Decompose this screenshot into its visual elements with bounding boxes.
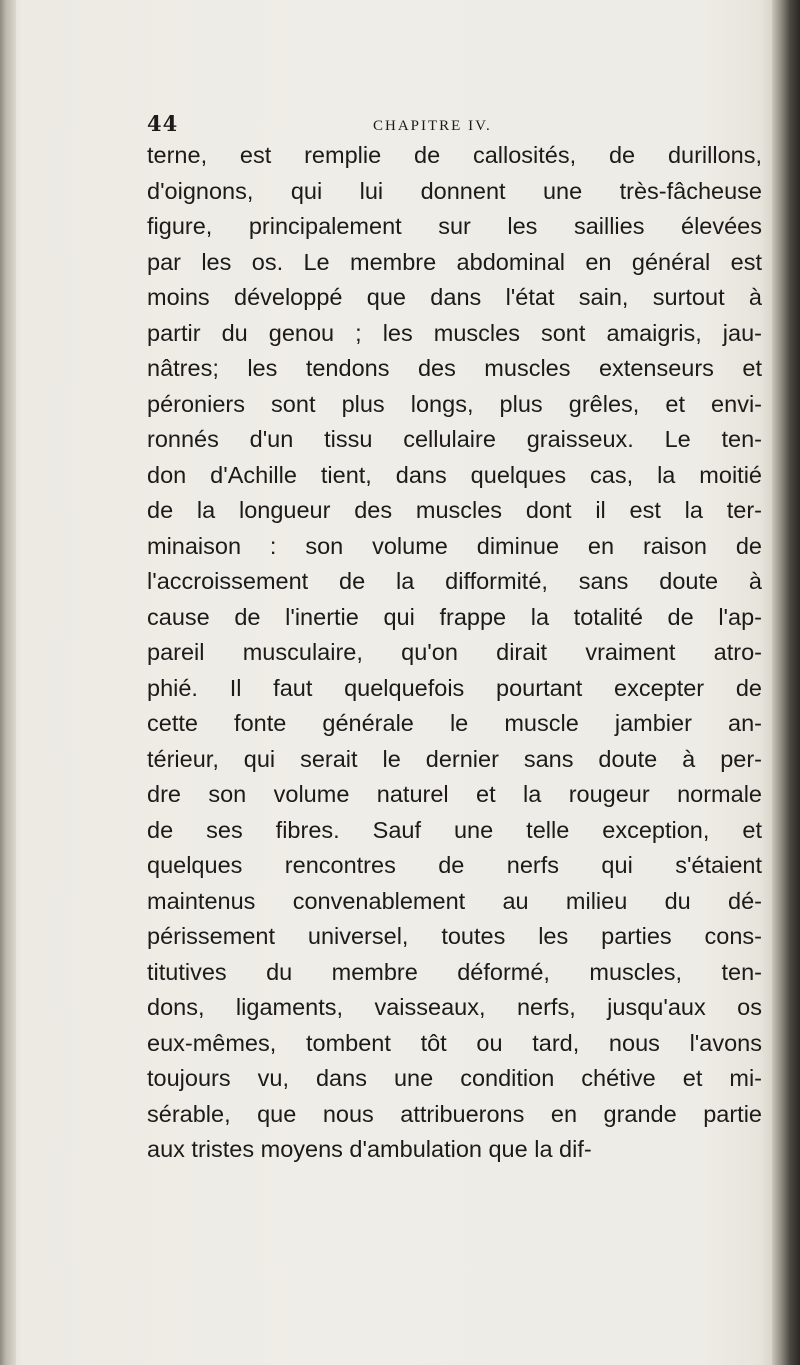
text-line: périssement universel, toutes les parties cons- xyxy=(147,923,762,949)
text-line: toujours vu, dans une condition chétive et mi- xyxy=(147,1065,762,1091)
text-line: minaison : son volume diminue en raison de xyxy=(147,532,762,559)
text-line: d'oignons, qui lui donnent une très-fâcheuse xyxy=(147,177,762,204)
body-text xyxy=(147,138,762,1168)
text-line: titutives du membre déformé, muscles, ten- xyxy=(147,958,762,985)
text-line: nâtres; les tendons des muscles extenseurs et xyxy=(147,355,762,381)
text-line: ronnés d'un tissu cellulaire graisseux. Le ten- xyxy=(147,426,762,452)
text-line: sérable, que nous attribuerons en grande partie xyxy=(147,1100,762,1127)
text-line: don d'Achille tient, dans quelques cas, la moitié xyxy=(147,461,762,488)
text-line: phié. Il faut quelquefois pourtant excepter de xyxy=(147,674,762,701)
text-line: dre son volume naturel et la rougeur normale xyxy=(147,781,762,807)
text-line: cette fonte générale le muscle jambier an- xyxy=(147,710,762,736)
text-line: de ses fibres. Sauf une telle exception, et xyxy=(147,816,762,843)
text-line: par les os. Le membre abdominal en général est xyxy=(147,248,762,275)
text-line: cause de l'inertie qui frappe la totalité de l'ap- xyxy=(147,603,762,630)
text-line: terne, est remplie de callosités, de durillons, xyxy=(147,142,762,168)
text-line: moins développé que dans l'état sain, surtout à xyxy=(147,284,762,310)
text-line: aux tristes moyens d'ambulation que la dif- xyxy=(147,1136,592,1162)
text-line: pareil musculaire, qu'on dirait vraiment atro- xyxy=(147,639,762,665)
page-number: 44 xyxy=(147,111,179,136)
text-line: péroniers sont plus longs, plus grêles, et envi- xyxy=(147,390,762,417)
running-head: CHAPITRE IV. xyxy=(373,118,492,134)
text-line: l'accroissement de la difformité, sans doute à xyxy=(147,568,762,594)
text-line: dons, ligaments, vaisseaux, nerfs, jusqu'aux os xyxy=(147,994,762,1020)
text-line: partir du genou ; les muscles sont amaigris, jau- xyxy=(147,319,762,346)
text-line: térieur, qui serait le dernier sans doute à per- xyxy=(147,745,762,772)
text-line: quelques rencontres de nerfs qui s'étaient xyxy=(147,852,762,878)
page-edge-shadow xyxy=(772,0,800,1365)
page-gutter-shadow xyxy=(0,0,16,1365)
text-line: figure, principalement sur les saillies élevées xyxy=(147,213,762,239)
text-line: eux-mêmes, tombent tôt ou tard, nous l'avons xyxy=(147,1029,762,1056)
text-line: de la longueur des muscles dont il est la ter- xyxy=(147,497,762,523)
text-line: maintenus convenablement au milieu du dé- xyxy=(147,887,762,914)
